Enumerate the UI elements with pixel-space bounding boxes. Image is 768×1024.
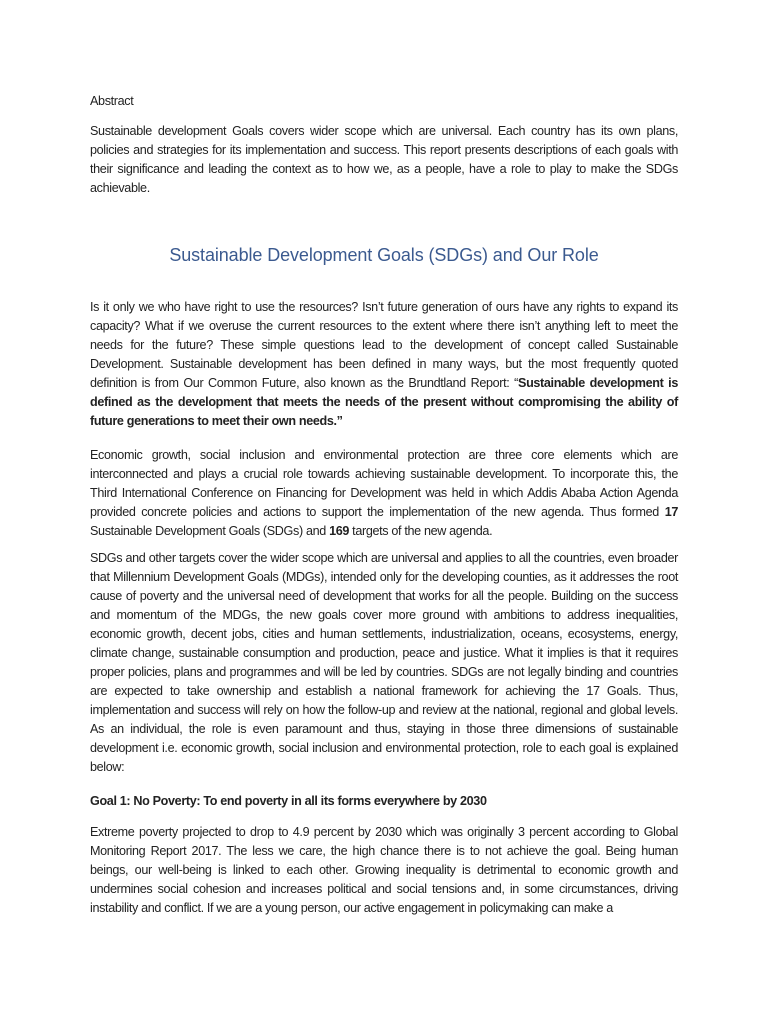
core-elements-text-a: Economic growth, social inclusion and environmental protection are three core elements which are interconnected and plays a crucial role towards achieving sustainable development. To incorporate this, the Third International Conference on Financing for Development was held in which Addis Ababa Action Agenda provided concrete policies and actions to support the implementation of the new agenda. Thus formed bbox=[90, 448, 678, 519]
goal-1-heading: Goal 1: No Poverty: To end poverty in all its forms everywhere by 2030 bbox=[90, 794, 487, 808]
brundtland-definition: Sustainable development is defined as the development that meets the needs of the present without compromising the ability of future generations to meet their own needs.” bbox=[90, 376, 678, 428]
intro-paragraph bbox=[90, 298, 678, 431]
core-elements-text-c: targets of the new agenda. bbox=[349, 524, 493, 538]
abstract-heading: Abstract bbox=[90, 94, 134, 108]
target-count: 169 bbox=[329, 524, 350, 538]
sdg-scope-paragraph: SDGs and other targets cover the wider scope which are universal and applies to all the countries, even broader that Millennium Development Goals (MDGs), intended only for the developing counties, as it addresses the root cause of poverty and the universal need of development that works for all the people. Building on the success and momentum of the MDGs, the new goals cover more ground with ambitions to address inequalities, economic growth, decent jobs, cities and human settlements, industrialization, oceans, ecosystems, energy, climate change, sustainable consumption and production, peace and justice. What it implies is that it requires proper policies, plans and programmes and will be led by countries. SDGs are not legally binding and countries are expected to take ownership and establish a national framework for achieving the 17 Goals. Thus, implementation and success will rely on how the follow-up and review at the national, regional and global levels. As an individual, the role is even paramount and thus, staying in those three dimensions of sustainable development i.e. economic growth, social inclusion and environmental protection, role to each goal is explained below: bbox=[90, 551, 678, 774]
abstract-body: Sustainable development Goals covers wider scope which are universal. Each country has its own plans, policies and strategies for its implementation and success. This report presents descriptions of each goals with their significance and leading the context as to how we, as a people, have a role to play to make the SDGs achievable. bbox=[90, 124, 678, 195]
goal-count: 17 bbox=[664, 505, 678, 519]
intro-paragraph-text: Is it only we who have right to use the resources? Isn’t future generation of ours have any rights to expand its capacity? What if we overuse the current resources to the extent where there isn’t anything left to meet the needs for the future? These simple questions lead to the development of concept called Sustainable Development. Sustainable development has been defined in many ways, but the most frequently quoted definition is from Our Common Future, also known as the Brundtland Report: “ bbox=[90, 300, 678, 390]
core-elements-paragraph bbox=[90, 446, 678, 541]
goal-1-paragraph: Extreme poverty projected to drop to 4.9 percent by 2030 which was originally 3 percent according to Global Monitoring Report 2017. The less we care, the high chance there is to not achieve the goal. Being human beings, our well-being is linked to each other. Growing inequality is detrimental to economic growth and undermines social cohesion and increases political and social tensions and, in some circumstances, driving instability and conflict. If we are a young person, our active engagement in policymaking can make a bbox=[90, 825, 678, 915]
page-title: Sustainable Development Goals (SDGs) and Our Role bbox=[169, 245, 599, 265]
core-elements-text-b: Sustainable Development Goals (SDGs) and bbox=[90, 524, 330, 538]
